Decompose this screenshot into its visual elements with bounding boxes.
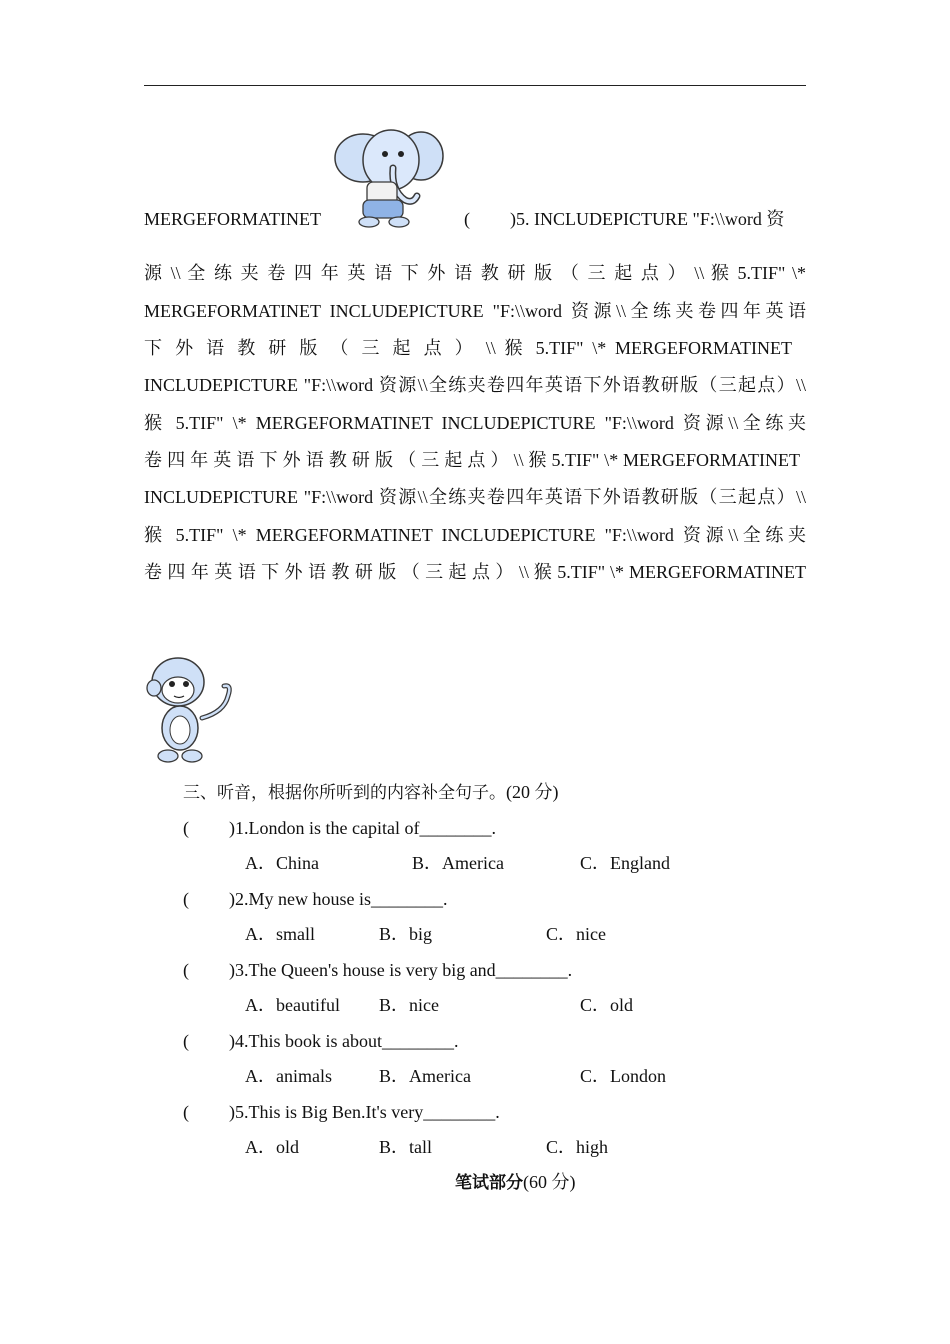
option-a[interactable]: A．beautiful: [245, 995, 340, 1015]
field-line: MERGEFORMATINET INCLUDEPICTURE "F:\\word 资源\\全练夹卷四年英语: [144, 301, 806, 321]
option-b[interactable]: B．America: [412, 853, 504, 873]
question-1: [183, 816, 496, 840]
option-a[interactable]: A．old: [245, 1137, 299, 1157]
section-three-heading: [183, 780, 559, 805]
option-c[interactable]: C．high: [546, 1137, 609, 1157]
option-c[interactable]: C．nice: [546, 924, 606, 944]
question-text: )3.The Queen's house is very big and________.: [229, 960, 573, 980]
question-text: )4.This book is about________.: [229, 1031, 459, 1051]
option-c[interactable]: C．London: [580, 1066, 667, 1086]
question-text: )5.This is Big Ben.It's very________.: [229, 1102, 500, 1122]
option-b[interactable]: B．tall: [379, 1137, 432, 1157]
field-line: 猴 5.TIF" \* MERGEFORMATINET INCLUDEPICTURE "F:\\word 资源\\全练夹: [144, 525, 806, 545]
answer-blank-paren[interactable]: (: [183, 960, 189, 980]
written-part-label: 笔试部分: [455, 1173, 523, 1193]
question-4: [183, 1029, 459, 1053]
option-a[interactable]: A．China: [245, 853, 319, 873]
first-line-right: )5. INCLUDEPICTURE "F:\\word 资: [510, 209, 785, 229]
field-line: 下 外 语 教 研 版 （ 三 起 点 ） \\ 猴 5.TIF" \* MERGEFORMATINET: [144, 338, 792, 358]
first-line-paren: (: [464, 209, 470, 229]
field-line: 源 \\ 全 练 夹 卷 四 年 英 语 下 外 语 教 研 版 （ 三 起 点 ） \\ 猴 5.TIF" \*: [144, 263, 806, 283]
monkey-cartoon-image: [144, 648, 234, 768]
field-line: 卷 四 年 英 语 下 外 语 教 研 版 （ 三 起 点 ） \\ 猴 5.TIF" \* MERGEFORMATINET: [144, 562, 806, 582]
option-b[interactable]: B．America: [379, 1066, 471, 1086]
field-line: INCLUDEPICTURE "F:\\word 资源\\全练夹卷四年英语下外语教研版（三起点）\\: [144, 487, 806, 507]
option-c[interactable]: C．England: [580, 853, 670, 873]
field-line: 卷 四 年 英 语 下 外 语 教 研 版 （ 三 起 点 ） \\ 猴 5.TIF" \* MERGEFORMATINET: [144, 450, 800, 470]
option-a[interactable]: A．animals: [245, 1066, 332, 1086]
answer-blank-paren[interactable]: (: [183, 1031, 189, 1051]
written-part-heading: [455, 1170, 576, 1195]
section-three-title: 三、听音，根据你所听到的内容补全句子。: [183, 783, 506, 803]
option-a[interactable]: A．small: [245, 924, 315, 944]
question-text: )2.My new house is________.: [229, 889, 448, 909]
question-2: [183, 887, 448, 911]
written-part-score: (60 分): [523, 1172, 576, 1192]
elephant-cartoon-image: [333, 120, 445, 230]
first-line-left: MERGEFORMATINET: [144, 209, 322, 229]
answer-blank-paren[interactable]: (: [183, 818, 189, 838]
option-c[interactable]: C．old: [580, 995, 634, 1015]
header-rule: [144, 85, 806, 86]
answer-blank-paren[interactable]: (: [183, 889, 189, 909]
field-line: 猴 5.TIF" \* MERGEFORMATINET INCLUDEPICTURE "F:\\word 资源\\全练夹: [144, 413, 806, 433]
question-3: [183, 958, 572, 982]
section-three-score: (20 分): [506, 782, 559, 802]
field-line: INCLUDEPICTURE "F:\\word 资源\\全练夹卷四年英语下外语教研版（三起点）\\: [144, 375, 806, 395]
option-b[interactable]: B．big: [379, 924, 433, 944]
answer-blank-paren[interactable]: (: [183, 1102, 189, 1122]
question-text: )1.London is the capital of________.: [229, 818, 496, 838]
option-b[interactable]: B．nice: [379, 995, 439, 1015]
question-5: [183, 1100, 500, 1124]
